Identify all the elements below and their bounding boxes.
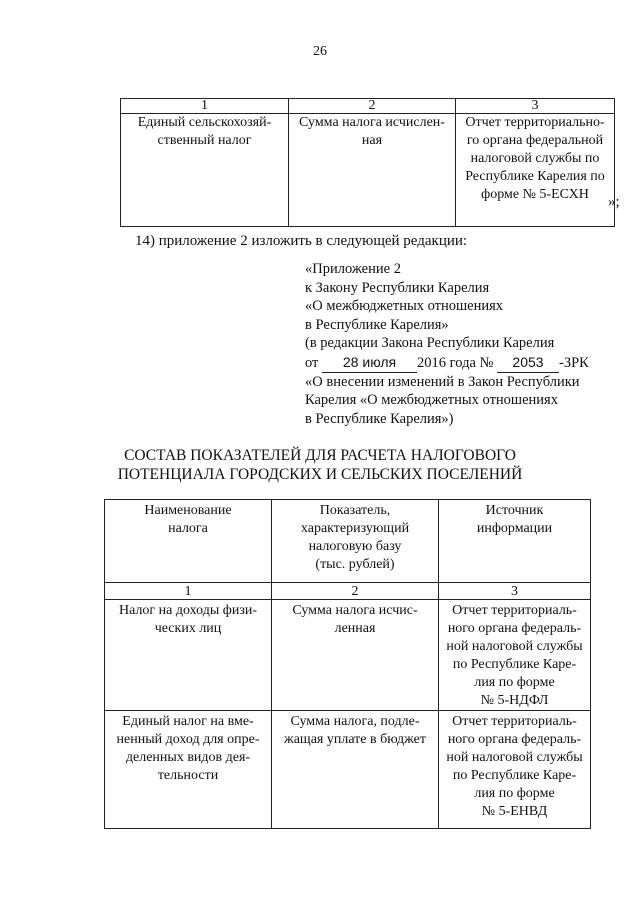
source-cell: Отчет территориаль- ного органа федераль- ной налоговой службы по Республике Каре- лия по форме № 5-НДФЛ: [439, 600, 591, 711]
appendix-line: в Республике Карелия»): [305, 410, 454, 427]
handwritten-date: 28 июля: [322, 353, 417, 373]
indicator-cell: Сумма налога исчислен- ная: [289, 114, 456, 227]
indicator-cell: Сумма налога исчис- ленная: [272, 600, 439, 711]
handwritten-law-number: 2053: [497, 353, 559, 373]
column-number: 2: [289, 99, 456, 114]
appendix-line: Карелия «О межбюджетных отношениях: [305, 392, 558, 409]
column-number: 3: [439, 583, 591, 600]
table-header-row: [105, 500, 591, 583]
section-heading: [0, 446, 640, 484]
page-number: 26: [313, 44, 327, 59]
appendix-line: в Республике Карелия»: [305, 316, 449, 333]
source-cell: Отчет территориально- го органа федеральной налоговой службы по Республике Карелия по форме № 5-ЕСХН: [456, 114, 615, 227]
law-suffix: -ЗРК: [558, 354, 589, 371]
header-source: Источник информации: [439, 500, 591, 583]
indicator-cell: Сумма налога, подле- жащая уплате в бюджет: [272, 711, 439, 829]
table-column-numbers-row: [121, 99, 615, 114]
column-number: 1: [121, 99, 289, 114]
indicators-table: [104, 499, 591, 829]
table-row: [105, 711, 591, 829]
tax-name-cell: Единый сельскохозяй- ственный налог: [121, 114, 289, 227]
closing-quote: »;: [608, 194, 620, 210]
appendix-line: «Приложение 2: [305, 261, 401, 277]
table-row: [121, 114, 615, 227]
tax-name-cell: Единый налог на вме- ненный доход для опре- деленных видов дея- тельности: [105, 711, 272, 829]
table-row: [105, 600, 591, 711]
appendix-line: (в редакции Закона Республики Карелия: [305, 335, 555, 352]
column-number: 1: [105, 583, 272, 600]
column-number: 3: [456, 99, 615, 114]
heading-line: СОСТАВ ПОКАЗАТЕЛЕЙ ДЛЯ РАСЧЕТА НАЛОГОВОГО: [124, 447, 516, 464]
date-prefix: от: [305, 354, 319, 371]
appendix-line: «О межбюджетных отношениях: [305, 298, 504, 315]
tax-name-cell: Налог на доходы физи- ческих лиц: [105, 600, 272, 711]
appendix-line: к Закону Республики Карелия: [305, 279, 490, 296]
table-column-numbers-row: [105, 583, 591, 600]
amendment-item: 14) приложение 2 изложить в следующей редакции:: [135, 233, 468, 249]
appendix-reference: [305, 260, 589, 428]
appendix-date-line: [305, 353, 589, 373]
column-number: 2: [272, 583, 439, 600]
source-cell: Отчет территориаль- ного органа федераль- ной налоговой службы по Республике Каре- лия по форме № 5-ЕНВД: [439, 711, 591, 829]
header-tax-name: Наименование налога: [105, 500, 272, 583]
continued-table: [120, 98, 615, 227]
date-year: 2016 года №: [417, 354, 494, 371]
header-indicator: Показатель, характеризующий налоговую базу (тыс. рублей): [272, 500, 439, 583]
appendix-line: «О внесении изменений в Закон Республики: [305, 373, 580, 390]
heading-line: ПОТЕНЦИАЛА ГОРОДСКИХ И СЕЛЬСКИХ ПОСЕЛЕНИЙ: [117, 466, 523, 483]
